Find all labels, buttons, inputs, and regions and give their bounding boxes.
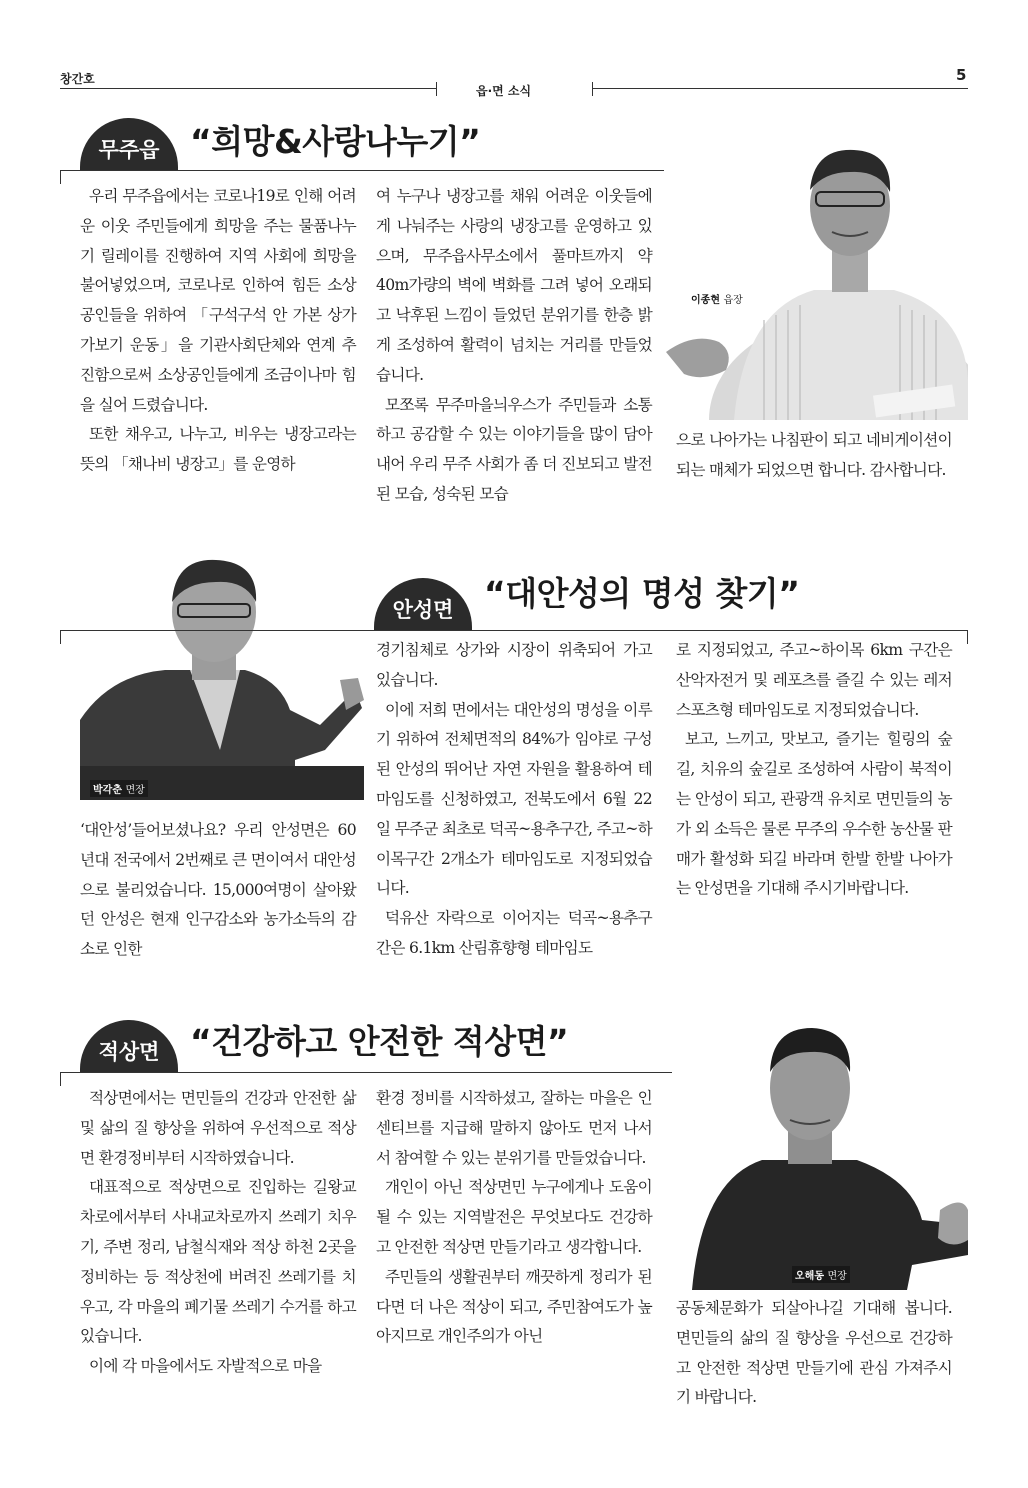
paragraph: 으로 나아가는 나침판이 되고 네비게이션이 되는 매체가 되었으면 합니다. 감사합니다. [676, 431, 952, 479]
section-heading: 읍·면 소식 [476, 84, 532, 98]
section-rule [60, 630, 968, 631]
paragraph: 공동체문화가 되살아나길 기대해 봅니다. 면민들의 삶의 질 향상을 우선으로 건강하고 안전한 적상면 만들기에 관심 가져주시기 바랍니다. [676, 1299, 952, 1407]
text-column [676, 426, 952, 486]
page-number: 5 [956, 66, 967, 84]
text-column [80, 816, 356, 965]
paragraph: 대표적으로 적상면으로 진입하는 길왕교차로에서부터 사내교차로까지 쓰레기 치우기, 주변 정리, 남철식재와 적상 하천 2곳을 정비하는 등 적상천에 버려진 쓰레기를 치우고, 각 마을의 폐기물 쓰레기 수거를 하고 있습니다. [80, 1178, 356, 1346]
rule-tick [60, 170, 61, 184]
header-rule-left [60, 88, 436, 89]
header-rule-right [592, 88, 968, 89]
paragraph: 여 누구나 냉장고를 채워 어려운 이웃들에게 나눠주는 사랑의 냉장고를 운영하고 있으며, 무주읍사무소에서 풀마트까지 약 40m가량의 벽에 벽화를 그려 넣어 오래되고 낙후된 느낌이 들었던 분위기를 한층 밝게 조성하여 활력이 넘치는 거리를 만들었습니다. [376, 187, 652, 384]
text-column [376, 636, 652, 964]
portrait-illustration [672, 1010, 968, 1290]
paragraph: 경기침체로 상가와 시장이 위축되어 가고 있습니다. [376, 641, 652, 689]
portrait-photo [664, 120, 968, 420]
text-column [80, 1084, 356, 1382]
paragraph: 주민들의 생활권부터 깨끗하게 정리가 된다면 더 나은 적상이 되고, 주민참여도가 높아지므로 개인주의가 아닌 [376, 1267, 652, 1346]
paragraph: 적상면에서는 면민들의 건강과 안전한 삶 및 삶의 질 향상을 위하여 우선적으로 적상면 환경정비부터 시작하였습니다. [80, 1089, 356, 1167]
article-title: “건강하고 안전한 적상면” [190, 1022, 569, 1061]
portrait-illustration [80, 550, 364, 800]
header-tick [592, 82, 593, 96]
rule-tick [60, 1072, 61, 1086]
article-title: “희망&사랑나누기” [190, 122, 481, 161]
paragraph: 덕유산 자락으로 이어지는 덕곡~용추구간은 6.1km 산림휴향형 테마임도 [376, 909, 652, 957]
article-title: “대안성의 명성 찾기” [484, 574, 800, 613]
section-badge: 안성면 [374, 578, 472, 630]
portrait-illustration [664, 120, 968, 420]
section-badge: 무주읍 [80, 118, 178, 170]
rule-tick [60, 630, 61, 644]
paragraph: 우리 무주읍에서는 코로나19로 인해 어려운 이웃 주민들에게 희망을 주는 물품나누기 릴레이를 진행하여 지역 사회에 희망을 불어넣었으며, 코로나로 인하여 힘든 소상공인들을 위하여 「구석구석 안 가본 상가 가보기 운동」을 기관사회단체와 연계 추진함으로써 소상공인들에게 조금이나마 힘을 실어 드렸습니다. [80, 187, 356, 414]
paragraph: 모쪼록 무주마을늬우스가 주민들과 소통하고 공감할 수 있는 이야기들을 많이 담아내어 우리 무주 사회가 좀 더 진보되고 발전된 모습, 성숙된 모습 [376, 395, 652, 503]
header-tick [436, 82, 437, 96]
paragraph: 로 지정되었고, 주고~하이목 6km 구간은 산악자전거 및 레포츠를 즐길 수 있는 레저스포츠형 테마임도로 지정되었습니다. [676, 641, 952, 719]
text-column [376, 182, 652, 510]
photo-caption: 이종현 읍장 [688, 290, 746, 307]
paragraph: 또한 채우고, 나누고, 비우는 냉장고라는 뜻의 「채나비 냉장고」를 운영하 [80, 425, 356, 474]
text-column [676, 636, 952, 904]
issue-label: 창간호 [60, 72, 95, 86]
text-column [676, 1294, 952, 1413]
photo-caption: 오해동 면장 [792, 1266, 850, 1283]
paragraph: 개인이 아닌 적상면민 누구에게나 도움이 될 수 있는 지역발전은 무엇보다도 건강하고 안전한 적상면 만들기라고 생각합니다. [376, 1178, 652, 1256]
paragraph: ‘대안성’들어보셨나요? 우리 안성면은 60년대 전국에서 2번째로 큰 면이여서 대안성으로 불리었습니다. 15,000여명이 살아왔던 안성은 현재 인구감소와 농가소득의 감소로 인한 [80, 821, 356, 959]
section-badge: 적상면 [80, 1020, 178, 1072]
paragraph: 보고, 느끼고, 맛보고, 즐기는 힐링의 숲길, 치유의 숲길로 조성하여 사람이 북적이는 안성이 되고, 관광객 유치로 면민들의 농가 외 소득은 물론 무주의 우수한 농산물 판매가 활성화 되길 바라며 한발 한발 나아가는 안성면을 기대해 주시기바랍니다. [676, 730, 952, 898]
paragraph: 이에 각 마을에서도 자발적으로 마을 [89, 1357, 322, 1376]
photo-caption: 박각춘 면장 [90, 780, 148, 797]
text-column [376, 1084, 652, 1352]
text-column [80, 182, 356, 480]
portrait-photo [672, 1010, 968, 1290]
portrait-photo [80, 550, 364, 800]
rule-tick [967, 630, 968, 644]
paragraph: 이에 저희 면에서는 대안성의 명성을 이루기 위하여 전체면적의 84%가 임야로 구성된 안성의 뛰어난 자연 자원을 활용하여 테마임도를 신청하였고, 전북도에서 6월 22일 무주군 최초로 덕곡~용추구간, 주고~하이목구간 2개소가 테마임도로 지정되었습니다. [376, 700, 652, 898]
paragraph: 환경 정비를 시작하셨고, 잘하는 마을은 인센티브를 지급해 말하지 않아도 먼저 나서서 참여할 수 있는 분위기를 만들었습니다. [376, 1089, 652, 1167]
